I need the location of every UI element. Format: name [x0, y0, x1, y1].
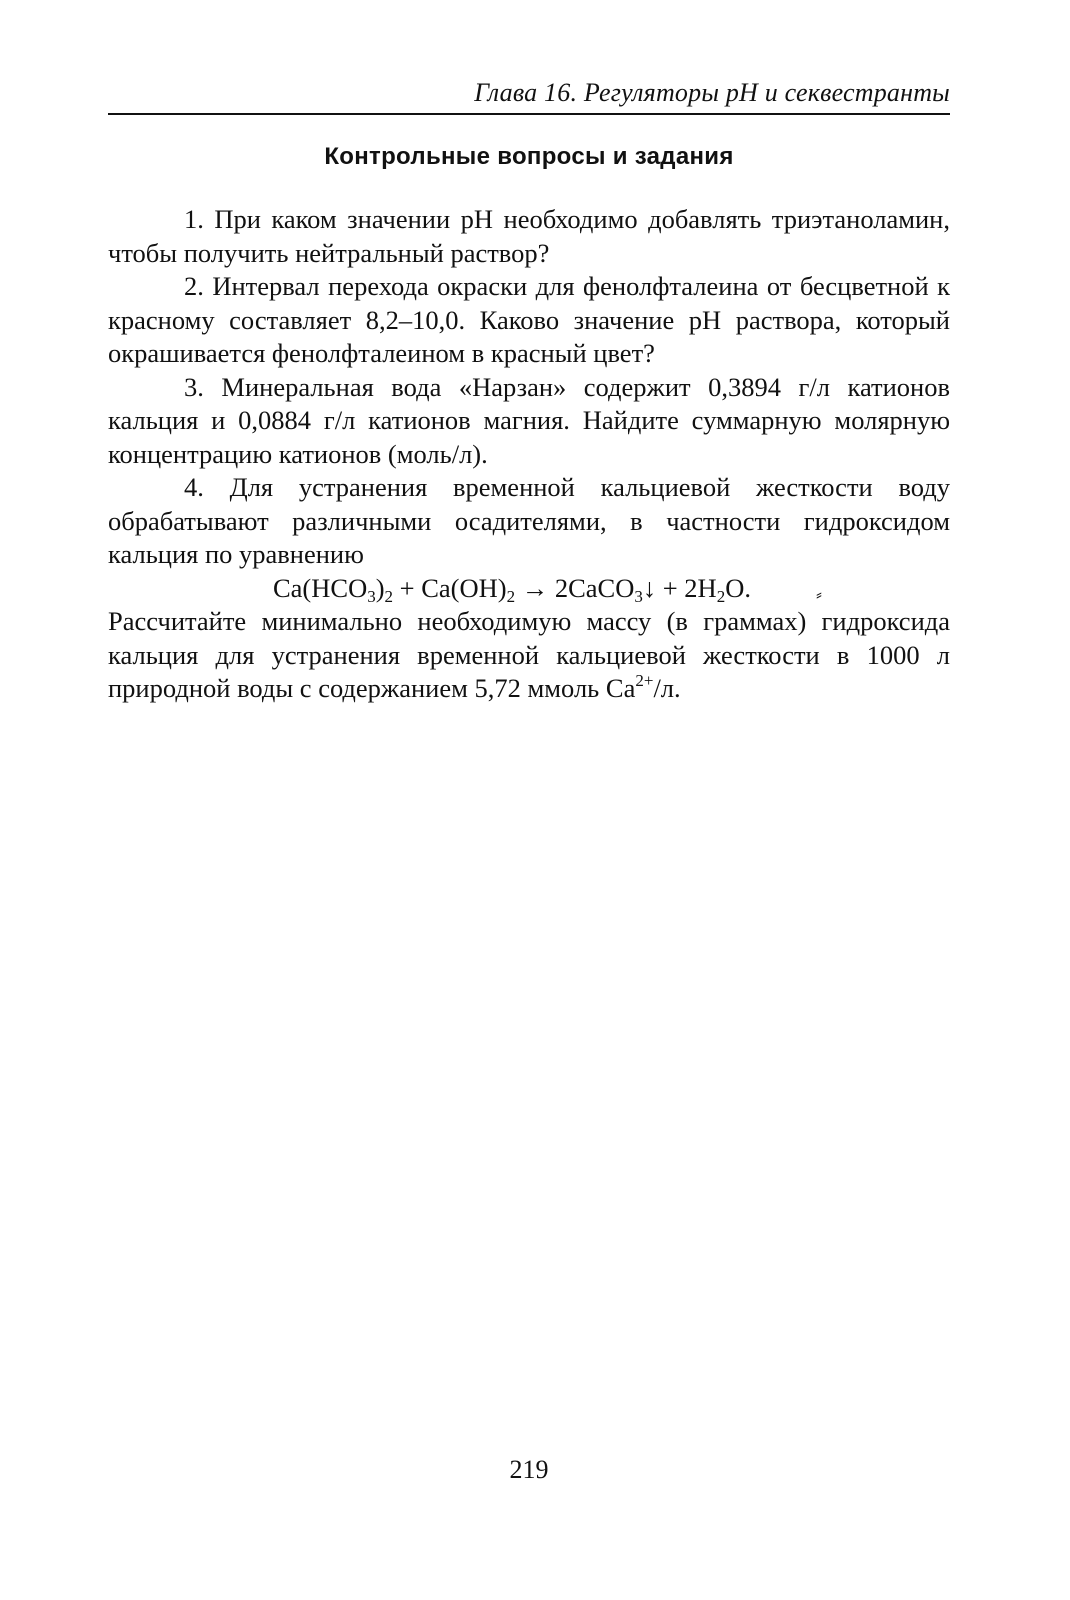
question-4: 4. Для устранения временной кальциевой жесткости воду обрабатывают различными осадителями, в частности гидроксидом кальция по уравнению: [108, 472, 950, 569]
continuation-text-end: /л.: [653, 673, 681, 703]
page-number: 219: [509, 1455, 549, 1484]
questions-list: [108, 203, 950, 706]
equation-subscript: 3: [634, 586, 643, 606]
equation-part: Ca(HCO: [273, 572, 368, 603]
question-4-continuation: [108, 605, 950, 706]
question-2: 2. Интервал перехода окраски для фенолфталеина от бесцветной к красному составляет 8,2–10,0. Каково значение pH раствора, который окрашивается фенолфталеином в красный цвет?: [108, 271, 950, 368]
equation-part: O.: [725, 572, 751, 603]
equation-subscript: 2: [384, 586, 394, 606]
equation-subscript: 2: [716, 586, 726, 606]
equation-subscript: 2: [506, 586, 516, 606]
equation-part: → 2CaCO: [515, 572, 635, 603]
running-header: Глава 16. Регуляторы pH и секвестранты: [474, 78, 950, 107]
header-rule: [108, 113, 950, 115]
equation-part: ): [375, 572, 385, 603]
continuation-text: Рассчитайте минимально необходимую массу (в граммах) гидроксида кальция для устранения временной кальциевой жесткости в 1000 л природной воды с содержанием 5,72 ммоль Ca: [108, 606, 950, 703]
section-title: Контрольные вопросы и задания: [324, 143, 734, 170]
equation-part: + Ca(OH): [393, 572, 507, 603]
question-1: 1. При каком значении pH необходимо добавлять триэтаноламин, чтобы получить нейтральный раствор?: [108, 204, 950, 268]
ion-charge: 2+: [635, 671, 654, 690]
reaction-equation: [108, 572, 950, 606]
stray-print-mark: ⸗: [816, 583, 822, 604]
question-3: 3. Минеральная вода «Нарзан» содержит 0,3894 г/л катионов кальция и 0,0884 г/л катионов магния. Найдите суммарную молярную концентрацию катионов (моль/л).: [108, 371, 950, 469]
equation-subscript: 3: [367, 586, 376, 606]
equation-part: ↓ + 2H: [642, 572, 717, 603]
